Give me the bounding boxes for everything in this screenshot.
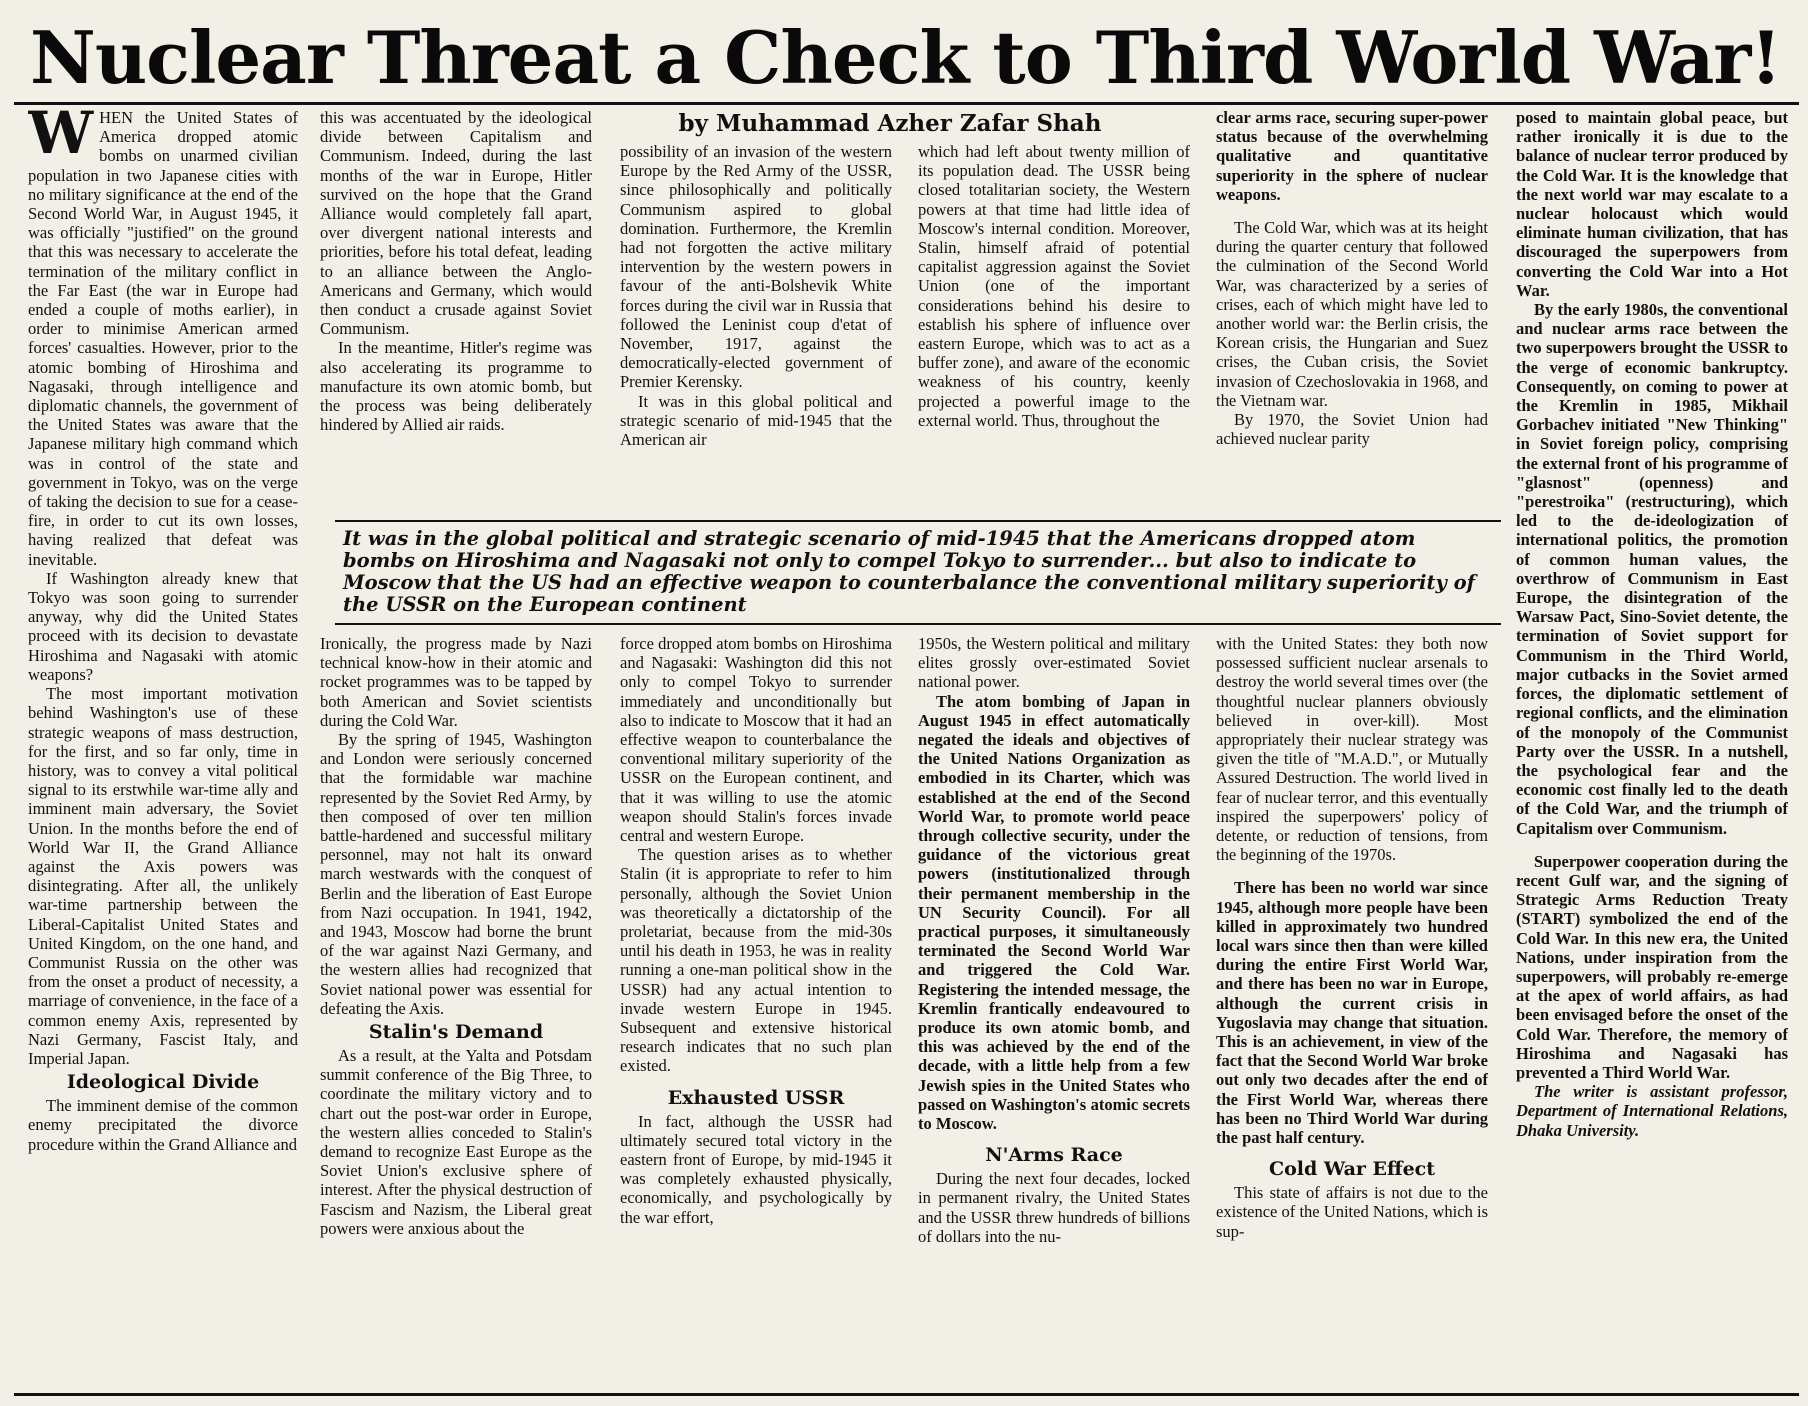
column-6-paragraph-1: posed to maintain global peace, but rather ironically it is due to the balance of nuclear terror produced by the Cold War. It is the knowledge that the next world war may escalate to a nuclear holocaust which would eliminate human civilization, that has discouraged the superpowers from converting the Cold War into a Hot War. xyxy=(1516,108,1788,300)
column-4-bottom xyxy=(918,634,1190,1390)
subhead-narms-race: N'Arms Race xyxy=(985,1144,1123,1167)
column-2-paragraph-1: this was accentuated by the ideological divide between Capitalism and Communism. Indeed, during the last months of the war in Europe, Hitler survived on the hope that the Grand Alliance would completely fall apart, over divergent national interests and priorities, before his total defeat, leading to an alliance between the Anglo-Americans and Germany, which would then conduct a crusade against Soviet Communism. xyxy=(320,108,592,339)
column-1-paragraph-1-text: HEN the United States of America dropped atomic bombs on unarmed civilian population in two Japanese cities with no military significance at the end of the Second World War, in August 1945, it was officially "justified" on the ground that this was necessary to accelerate the termination of the military conflict in the Far East (the war in Europe had ended a couple of moths earlier), in order to minimise American armed forces' casualties. However, prior to the atomic bombing of Hiroshima and Nagasaki, through intelligence and diplomatic channels, the government of the United States was aware that the Japanese military high command which was in control of the state and government in Tokyo, was on the verge of taking the decision to sue for a cease-fire, in order to cut its own losses, having realized that defeat was inevitable. xyxy=(28,108,298,569)
column-3-paragraph-4: The question arises as to whether Stalin (it is appropriate to refer to him personally, although the Soviet Union was theoretically a dictatorship of the proletariat, because from the mid-30s until his death in 1953, he was in reality running a one-man political show in the USSR) had any actual intention to invade western Europe in 1945. Subsequent and extensive historical research indicates that no such plan existed. xyxy=(620,845,892,1076)
column-3-paragraph-1: possibility of an invasion of the western Europe by the Red Army of the USSR, since philosophically and politically Communism aspired to global domination. Furthermore, the Kremlin had not forgotten the active military intervention by the western powers in favour of the anti-Bolshevik White forces during the civil war in Russia that followed the Leninist coup d'etat of November, 1917, against the democratically-elected government of Premier Kerensky. xyxy=(620,142,892,392)
column-1-paragraph-4: The imminent demise of the common enemy precipitated the divorce procedure within the Grand Alliance and xyxy=(28,1096,298,1154)
subhead-cold-war-effect: Cold War Effect xyxy=(1268,1158,1436,1181)
subhead-stalins-demand: Stalin's Demand xyxy=(368,1021,544,1044)
column-2-paragraph-4: By the spring of 1945, Washington and London were seriously concerned that the formidable war machine represented by the Soviet Red Army, by then composed of over ten million battle-hardened and successful military personnel, may not halt its onward march westwards with the conquest of Berlin and the liberation of East Europe from Nazi occupation. In 1941, 1942, and 1943, Moscow had borne the brunt of the war against Nazi Germany, and the western allies had recognized that Soviet national power was essential for defeating the Axis. xyxy=(320,730,592,1018)
column-1 xyxy=(28,108,298,1390)
column-5-paragraph-4: with the United States: they both now possessed sufficient nuclear arsenals to destroy the world several times over (the thoughtful nuclear planners obviously believed in over-kill). Most appropriately their nuclear strategy was given the title of "M.A.D.", or Mutually Assured Destruction. The world lived in fear of nuclear terror, and this eventually inspired the superpowers' policy of detente, or reduction of tensions, from the beginning of the 1970s. xyxy=(1216,634,1488,865)
column-6-paragraph-3: Superpower cooperation during the recent Gulf war, and the signing of Strategic Arms Reduction Treaty (START) symbolized the end of the Cold War. In this new era, the United Nations, under inspiration from the superpowers, will probably re-emerge at the apex of world affairs, as had been envisaged before the onset of the Cold War. Therefore, the memory of Hiroshima and Nagasaki has prevented a Third World War. xyxy=(1516,851,1788,1082)
column-1-paragraph-2: If Washington already knew that Tokyo was soon going to surrender anyway, why did the United States proceed with its decision to devastate Hiroshima and Nagasaki with atomic weapons? xyxy=(28,568,298,684)
bottom-rule xyxy=(14,1393,1799,1396)
column-3-paragraph-5: In fact, although the USSR had ultimately secured total victory in the eastern front of Europe, by mid-1945 it was completely exhausted physically, economically, and psychologically by the war effort, xyxy=(620,1111,892,1227)
column-5-paragraph-2: The Cold War, which was at its height during the quarter century that followed the culmination of the Second World War, was characterized by a series of crises, each of which might have led to another world war: the Berlin crisis, the Korean crisis, the Hungarian and Suez crises, the Cuban crisis, the Soviet invasion of Czechoslovakia in 1968, and the Vietnam war. xyxy=(1216,218,1488,410)
column-2-top xyxy=(320,108,592,508)
column-5-paragraph-1: clear arms race, securing super-power status because of the overwhelming qualitative and quantitative superiority in the sphere of nuclear weapons. xyxy=(1216,108,1488,204)
column-3-paragraph-2: It was in this global political and strategic scenario of mid-1945 that the American air xyxy=(620,391,892,450)
column-5-paragraph-5: There has been no world war since 1945, although more people have been killed in approximately two hundred local wars since then than were killed during the entire First World War, and there has been no war in Europe, although the current crisis in Yugoslavia may change that situation. This is an achievement, in view of the fact that the Second World War broke out only two decades after the end of the First World War, whereas there has been no Third World War during the past half century. xyxy=(1216,878,1488,1148)
column-6 xyxy=(1516,108,1788,1390)
column-1-paragraph-1 xyxy=(28,108,298,569)
column-5-paragraph-3: By 1970, the Soviet Union had achieved nuclear parity xyxy=(1216,410,1488,449)
column-5-top xyxy=(1216,108,1488,508)
pull-quote: It was in the global political and strategic scenario of mid-1945 that the Americans dropped atom bombs on Hiroshima and Nagasaki not only to compel Tokyo to surrender... but also to indicate to Moscow that the US had an effective weapon to counterbalance the conventional military superiority of the USSR on the European continent xyxy=(335,520,1501,625)
column-2-bottom xyxy=(320,634,592,1390)
subhead-exhausted-ussr: Exhausted USSR xyxy=(667,1086,845,1109)
drop-cap: W xyxy=(28,108,94,167)
column-2-paragraph-2: In the meantime, Hitler's regime was also accelerating its programme to manufacture its own atomic bomb, but the process was being deliberately hindered by Allied air raids. xyxy=(320,338,592,435)
column-5-paragraph-6: This state of affairs is not due to the existence of the United Nations, which is sup- xyxy=(1216,1183,1488,1241)
author-note: The writer is assistant professor, Department of International Relations, Dhaka University. xyxy=(1516,1082,1788,1140)
column-4-paragraph-4: During the next four decades, locked in permanent rivalry, the United States and the USSR threw hundreds of billions of dollars into the nu- xyxy=(918,1169,1190,1246)
column-3-paragraph-3: force dropped atom bombs on Hiroshima and Nagasaki: Washington did this not only to compel Tokyo to surrender immediately and unconditionally but also to indicate to Moscow that it had an effective weapon to counterbalance the conventional military superiority of the USSR on the European continent, and that it was willing to use the atomic weapon should Stalin's forces invade central and western Europe. xyxy=(620,634,892,846)
column-4-top xyxy=(918,142,1190,508)
byline: by Muhammad Azher Zafar Shah xyxy=(678,110,1102,137)
column-2-paragraph-3: Ironically, the progress made by Nazi technical know-how in their atomic and rocket programmes was to be tapped by both American and Soviet scientists during the Cold War. xyxy=(320,634,592,730)
column-6-paragraph-2: By the early 1980s, the conventional and nuclear arms race between the two superpowers brought the USSR to the verge of economic bankruptcy. Consequently, on coming to power at the Kremlin in 1985, Mikhail Gorbachev initiated "New Thinking" in Soviet foreign policy, comprising the external front of his programme of "glasnost" (openness) and "perestroika" (restructuring), which led to the de-ideologization of international politics, the promotion of common human values, the overthrow of Communism in East Europe, the disintegration of the Warsaw Pact, Sino-Soviet detente, the termination of Soviet support for Communism in the Third World, major cutbacks in the Soviet armed forces, the diplomatic settlement of regional conflicts, and the elimination of the monopoly of the Communist Party over the USSR. In a nutshell, the psychological fear and the economic cost finally led to the death of the Cold War, and the triumph of Capitalism over Communism. xyxy=(1516,300,1788,838)
headline: Nuclear Threat a Check to Third World War! xyxy=(30,15,1781,100)
column-1-paragraph-3: The most important motivation behind Washington's use of these strategic weapons of mass destruction, for the first, and so far only, time in history, was to convey a vital political signal to its erstwhile war-time ally and imminent main adversary, the Soviet Union. In the months before the end of World War II, the Grand Alliance against the Axis powers was disintegrating. After all, the unlikely war-time partnership between the Liberal-Capitalist United States and United Kingdom, on the one hand, and Communist Russia on the other was from the onset a product of necessity, a marriage of convenience, in the face of a common enemy Axis, represented by Nazi Germany, Fascist Italy, and Imperial Japan. xyxy=(28,684,298,1068)
subhead-ideological-divide: Ideological Divide xyxy=(66,1071,260,1094)
column-4-paragraph-3: The atom bombing of Japan in August 1945 in effect automatically negated the ideals and objectives of the United Nations Organization as embodied in its Charter, which was established at the end of the Second World War, to promote world peace through collective security, under the guidance of the victorious great powers (institutionalized through their permanent membership in the UN Security Council). For all practical purposes, it simultaneously terminated the Second World War and triggered the Cold War. Registering the intended message, the Kremlin frantically endeavoured to produce its own atomic bomb, and this was achieved by the end of the decade, with a little help from a few Jewish spies in the United States who passed on Washington's atomic secrets to Moscow. xyxy=(918,691,1190,1134)
column-3-top xyxy=(620,142,892,508)
column-5-bottom xyxy=(1216,634,1488,1390)
column-3-bottom xyxy=(620,634,892,1390)
column-4-paragraph-1: which had left about twenty million of its population dead. The USSR being closed totalitarian society, the Western powers at that time had little idea of Moscow's internal condition. Moreover, Stalin, himself afraid of potential capitalist aggression against the Soviet Union (one of the important considerations behind his desire to establish his sphere of influence over eastern Europe, which was to act as a buffer zone), and aware of the economic weakness of his country, keenly projected a powerful image to the external world. Thus, throughout the xyxy=(918,142,1190,430)
column-2-paragraph-5: As a result, at the Yalta and Potsdam summit conference of the Big Three, to coordinate the military victory and to chart out the post-war order in Europe, the western allies conceded to Stalin's demand to recognize East Europe as the Soviet Union's exclusive sphere of interest. After the physical destruction of Fascism and Nazism, the Liberal great powers were anxious about the xyxy=(320,1046,592,1238)
top-rule xyxy=(14,102,1799,105)
column-4-paragraph-2: 1950s, the Western political and military elites grossly over-estimated Soviet national power. xyxy=(918,634,1190,692)
